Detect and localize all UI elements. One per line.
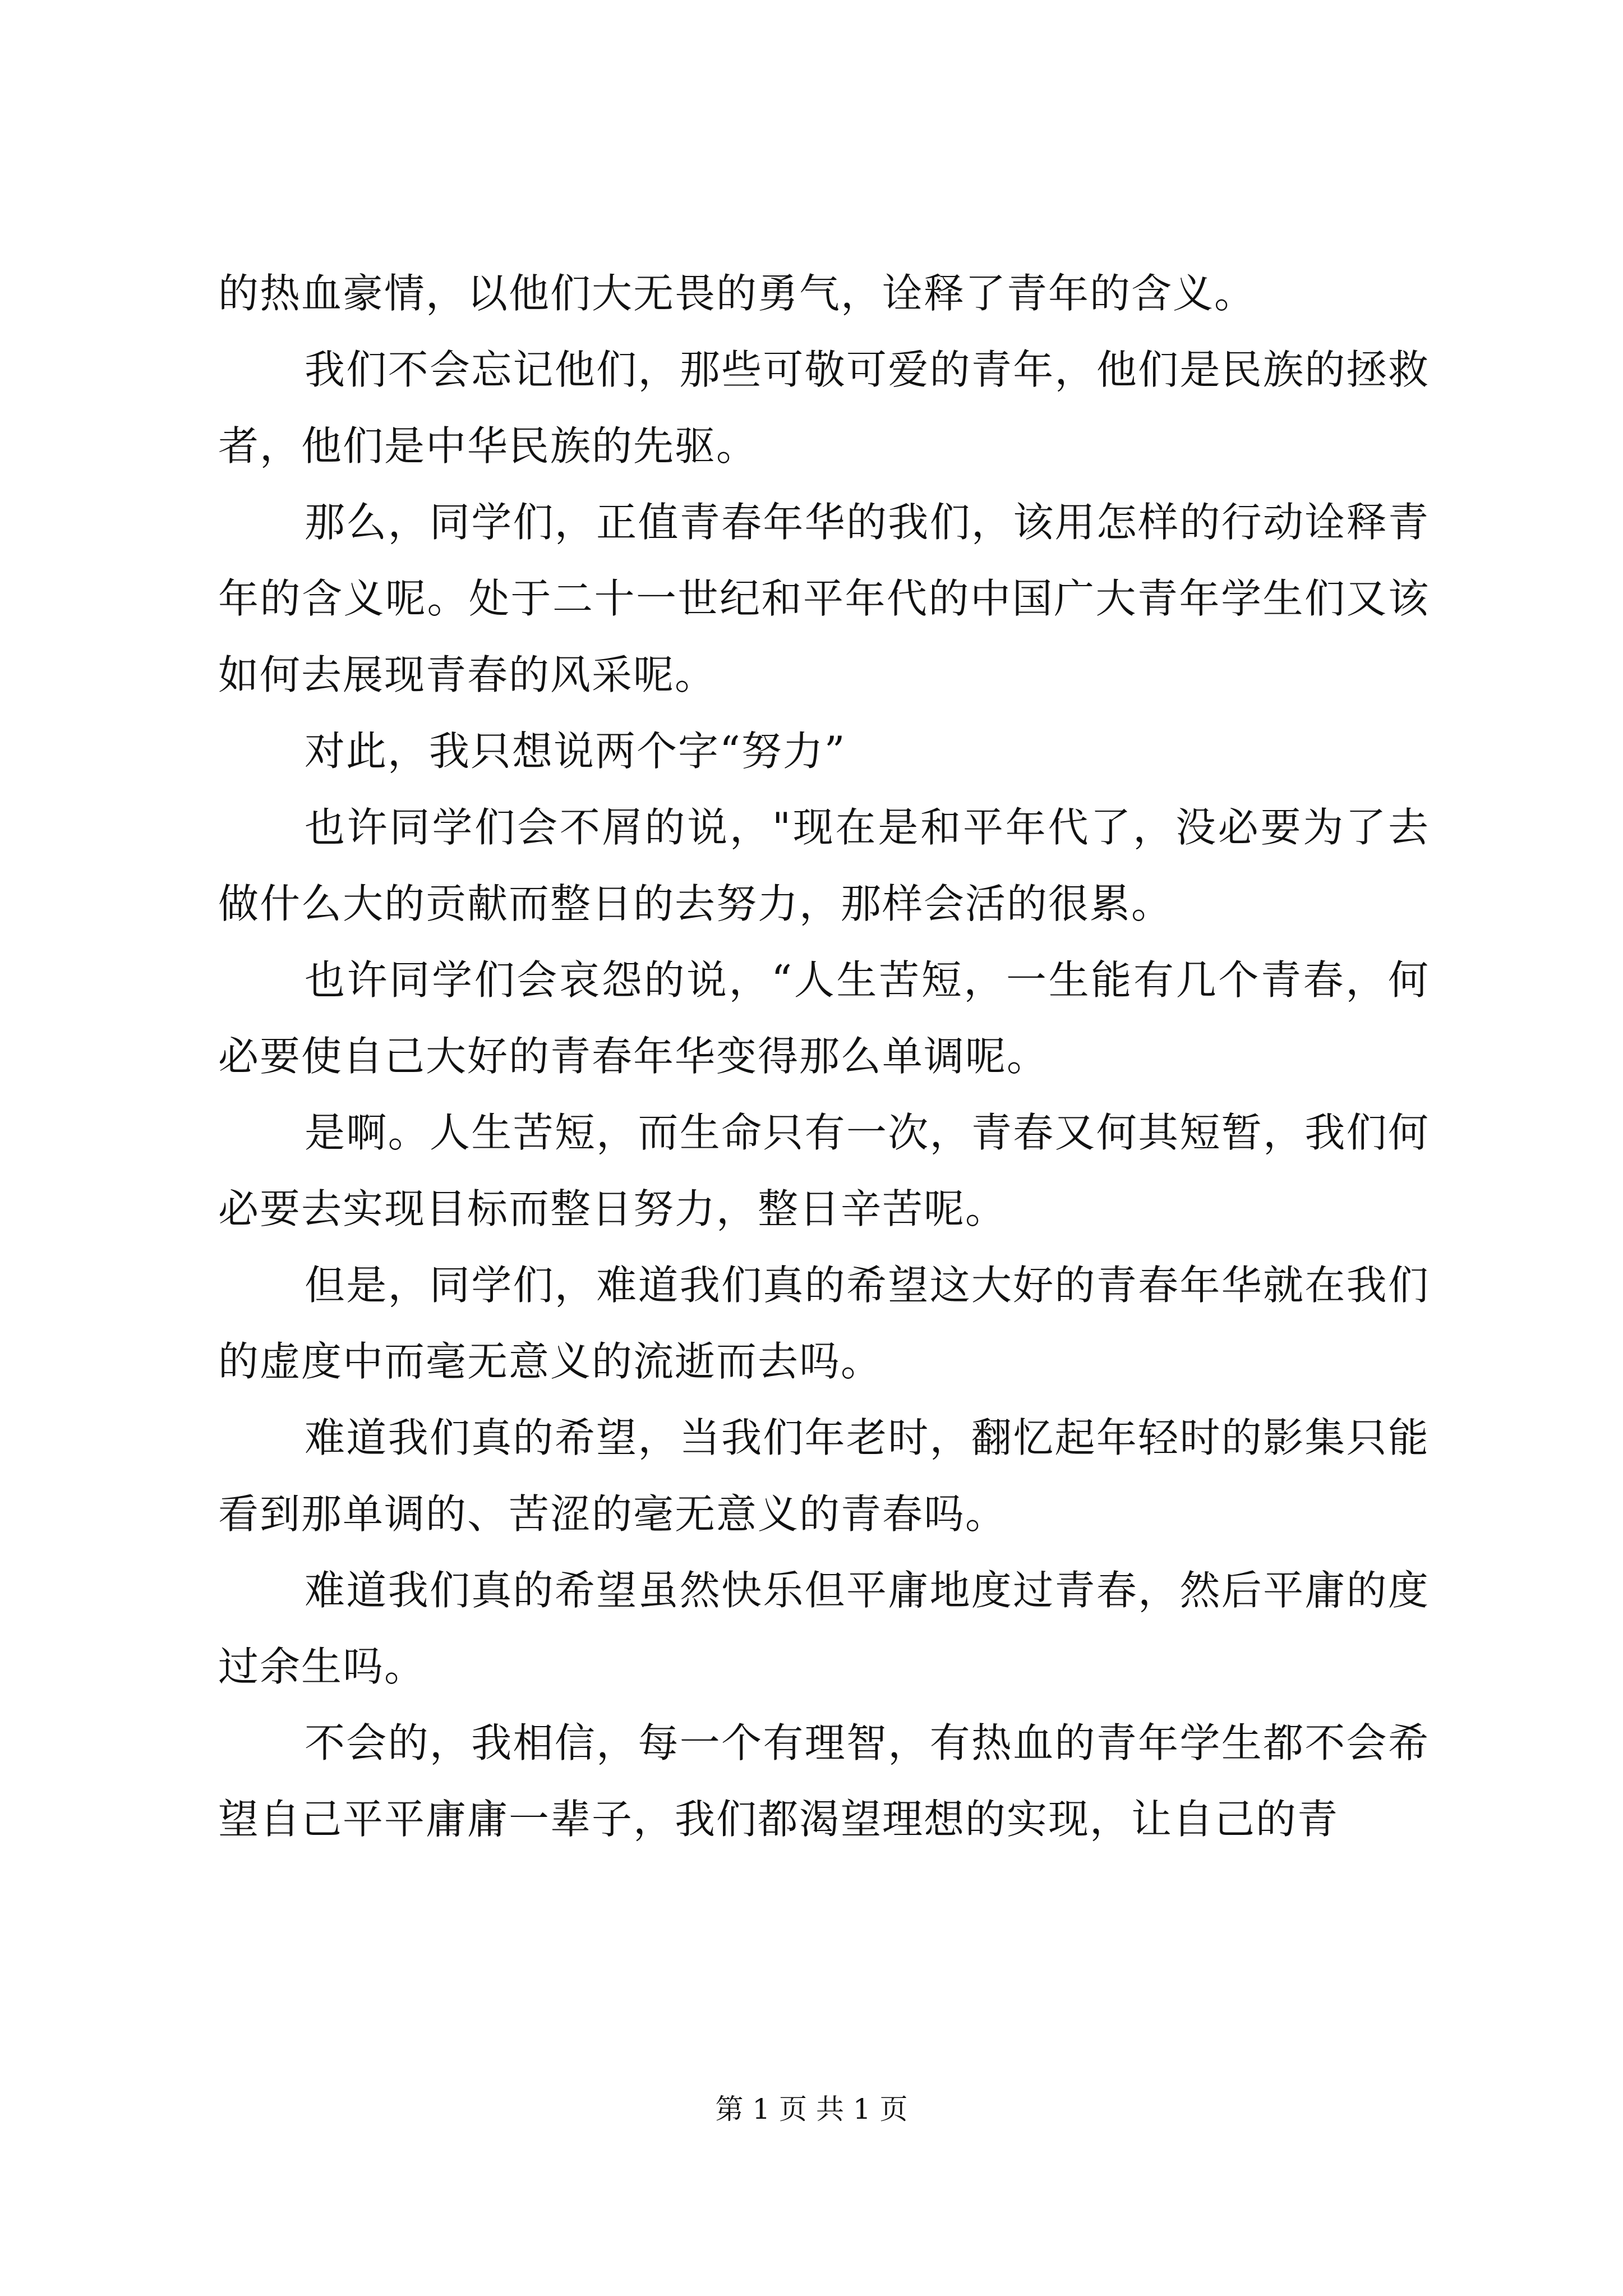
paragraph-10: 难道我们真的希望虽然快乐但平庸地度过青春，然后平庸的度过余生吗。 [218,1567,1430,1690]
paragraph-5: 也许同学们会不屑的说，"现在是和平年代了，没必要为了去做什么大的贡献而整日的去努力，那样会活的很累。 [218,804,1430,927]
paragraph-2: 我们不会忘记他们，那些可敬可爱的青年，他们是民族的拯救者，他们是中华民族的先驱。 [218,346,1430,470]
paragraph-7: 是啊。人生苦短，而生命只有一次，青春又何其短暂，我们何必要去实现目标而整日努力，整日辛苦呢。 [218,1109,1430,1232]
paragraph-6: 也许同学们会哀怨的说，“人生苦短，一生能有几个青春，何必要使自己大好的青春年华变得那么单调呢。 [218,956,1430,1080]
paragraph-11: 不会的，我相信，每一个有理智，有热血的青年学生都不会希望自己平平庸庸一辈子，我们都渴望理想的实现，让自己的青 [218,1719,1430,1843]
paragraph-3: 那么，同学们，正值青春年华的我们，该用怎样的行动诠释青年的含义呢。处于二十一世纪和平年代的中国广大青年学生们又该如何去展现青春的风采呢。 [218,499,1430,698]
document-body [218,255,1430,1857]
paragraph-9: 难道我们真的希望，当我们年老时，翻忆起年轻时的影集只能看到那单调的、苦涩的毫无意义的青春吗。 [218,1414,1430,1538]
paragraph-1: 的热血豪情，以他们大无畏的勇气，诠释了青年的含义。 [218,270,1256,317]
page-footer [0,2090,1623,2129]
paragraph-8: 但是，同学们，难道我们真的希望这大好的青春年华就在我们的虚度中而毫无意义的流逝而去吗。 [218,1262,1430,1385]
paragraph-4: 对此，我只想说两个字“努力” [305,728,846,775]
page-number-label: 第 1 页 共 1 页 [715,2093,908,2125]
